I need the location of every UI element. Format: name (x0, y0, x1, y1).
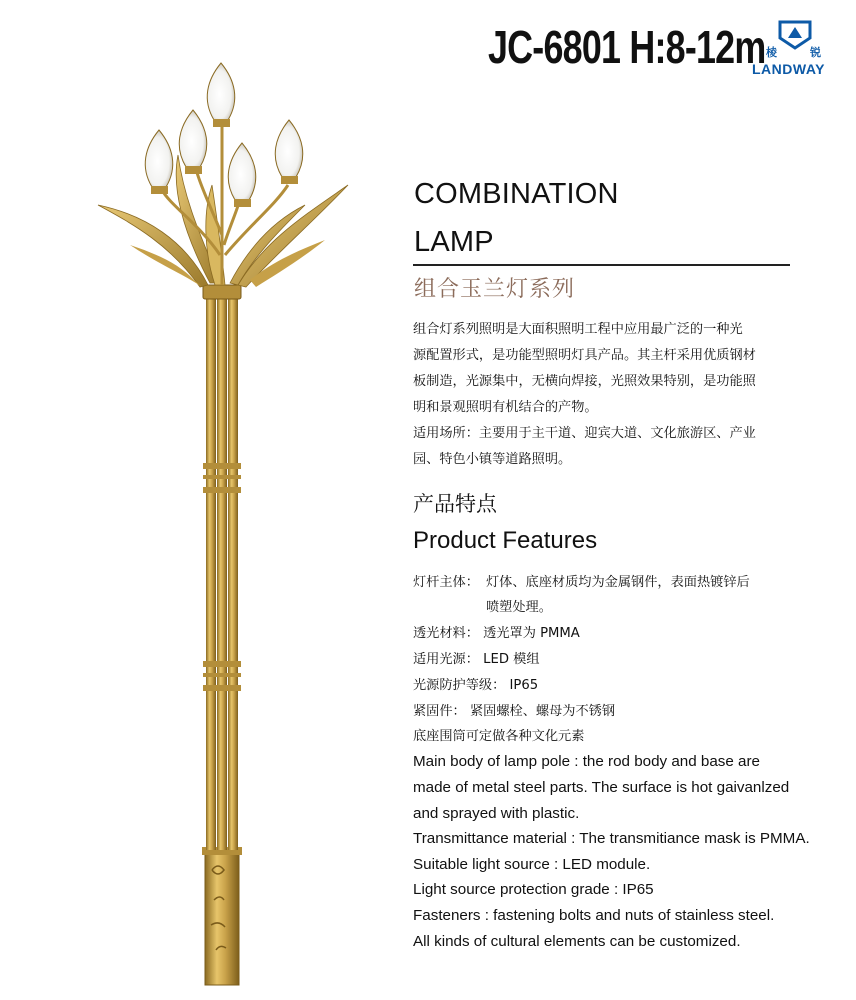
feature-item (413, 647, 540, 673)
feature-value: 透光罩为 PMMA (483, 626, 580, 641)
pole-shaft (203, 285, 241, 850)
pole-base (202, 847, 242, 985)
intro-line: 园、特色小镇等道路照明。 (413, 452, 572, 467)
feature-item (413, 673, 538, 699)
intro-line: 源配置形式，是功能型照明灯具产品。其主杆采用优质钢材 (413, 348, 756, 363)
feature-en-line: Fasteners : fastening bolts and nuts of stainless steel. (413, 907, 775, 924)
feature-label: 底座围筒可定做各种文化元素 (413, 729, 585, 744)
model-title: JC-6801 H:8-12m (488, 21, 766, 73)
feature-en-line: Light source protection grade : IP65 (413, 881, 654, 898)
lamp-illustration (90, 55, 360, 990)
feature-item (413, 570, 750, 596)
logo-cn-right: 锐 (810, 46, 821, 59)
feature-label: 灯杆主体： (413, 575, 479, 590)
feature-label: 适用光源： (413, 652, 479, 667)
feature-value: LED 模组 (483, 652, 540, 667)
intro-line: 适用场所：主要用于主干道、迎宾大道、文化旅游区、产业 (413, 426, 756, 441)
feature-item (413, 699, 615, 725)
feature-en-line: made of metal steel parts. The surface is hot gaivanlzed (413, 779, 790, 796)
feature-value: 喷塑处理。 (486, 600, 552, 615)
feature-en-line: Main body of lamp pole : the rod body and base are (413, 753, 761, 770)
feature-value: 灯体、底座材质均为金属钢件，表面热镀锌后 (486, 575, 750, 590)
intro-line: 组合灯系列照明是大面积照明工程中应用最广泛的一种光 (413, 322, 743, 337)
logo-cn-left: 棱 (766, 46, 777, 59)
bulb (145, 130, 173, 194)
intro-line: 明和景观照明有机结合的产物。 (413, 400, 598, 415)
bulb (207, 63, 235, 127)
feature-item (413, 621, 580, 647)
feature-value: 紧固螺栓、螺母为不锈钢 (469, 704, 616, 719)
feature-label: 紧固件： (413, 704, 466, 719)
feature-en-line: and sprayed with plastic. (413, 805, 580, 822)
landway-logo (750, 18, 842, 78)
bulb (228, 143, 256, 207)
feature-en-line: Transmittance material : The transmitiance mask is PMMA. (413, 830, 810, 847)
bulb (275, 120, 303, 184)
bulb (179, 110, 207, 174)
product-title-line1: COMBINATION (414, 178, 619, 210)
features-heading-en: Product Features (413, 527, 598, 554)
feature-en-line: All kinds of cultural elements can be customized. (413, 933, 741, 950)
feature-value: IP65 (509, 678, 539, 693)
product-title-cn: 组合玉兰灯系列 (414, 277, 576, 302)
logo-wordmark: LANDWAY (752, 61, 825, 77)
magnolia-bulbs (145, 63, 303, 207)
feature-label: 光源防护等级： (413, 678, 506, 693)
title-divider (413, 264, 790, 266)
feature-label: 透光材料： (413, 626, 479, 641)
feature-en-line: Suitable light source : LED module. (413, 856, 651, 873)
product-title-line2: LAMP (414, 226, 494, 258)
feature-item (413, 724, 584, 750)
features-heading-cn: 产品特点 (413, 492, 497, 516)
intro-line: 板制造，光源集中，无横向焊接，光照效果特别，是功能照 (413, 374, 756, 389)
logo-triangle-icon (778, 20, 812, 50)
